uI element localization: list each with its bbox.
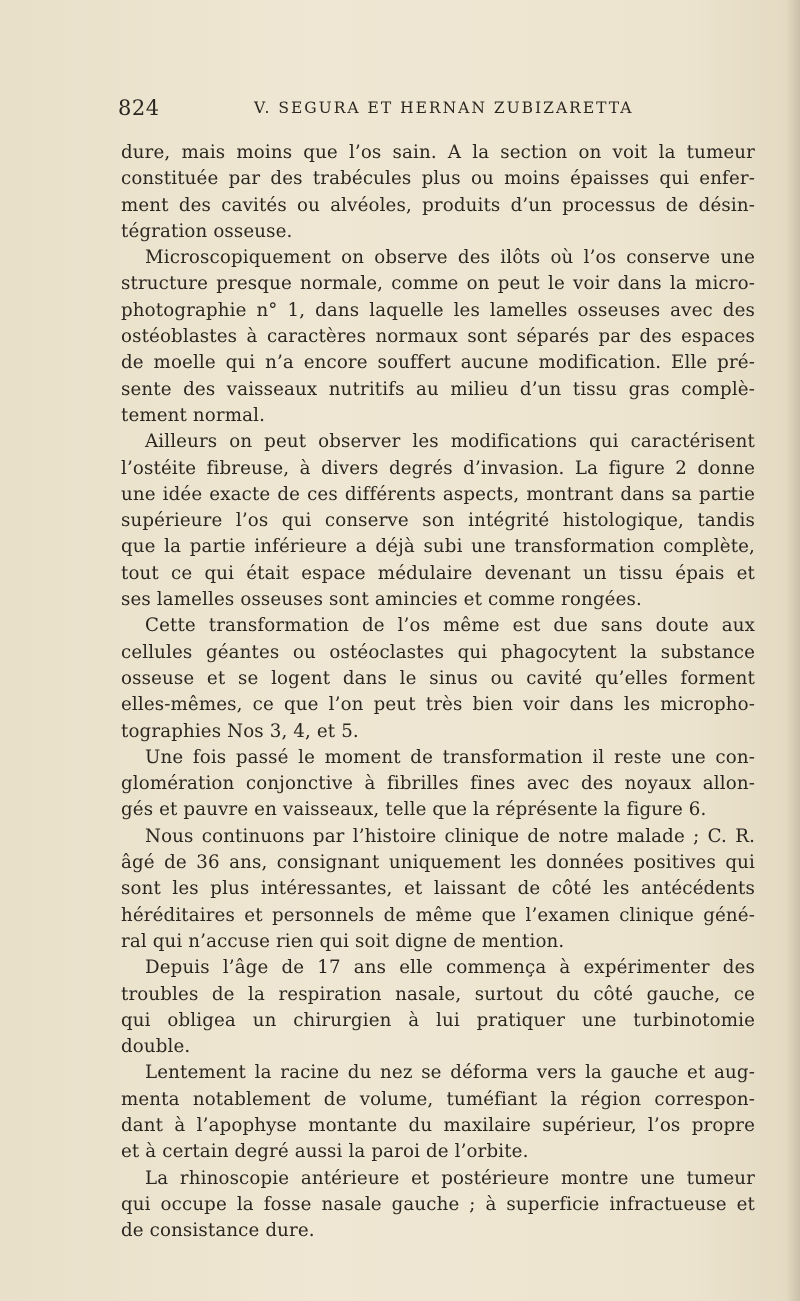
text-line: Depuis l’âge de 17 ans elle commença à expérimenter des bbox=[145, 957, 755, 979]
text-line: héréditaires et personnels de même que l’examen clinique géné- bbox=[121, 904, 755, 926]
text-line: Microscopiquement on observe des ilôts où l’os conserve une bbox=[145, 247, 755, 269]
text-line: Cette transformation de l’os même est due sans doute aux bbox=[145, 615, 755, 637]
text-line: qui obligea un chirurgien à lui pratiquer une turbinotomie bbox=[121, 1009, 755, 1031]
text-line: supérieure l’os qui conserve son intégrité histologique, tandis bbox=[121, 510, 755, 532]
text-line: constituée par des trabécules plus ou moins épaisses qui enfer- bbox=[121, 168, 755, 190]
page-header bbox=[118, 96, 758, 126]
text-line: dant à l’apophyse montante du maxilaire supérieur, l’os propre bbox=[121, 1114, 755, 1136]
text-line: elles-mêmes, ce que l’on peut très bien voir dans les micropho- bbox=[121, 694, 755, 716]
text-line: sont les plus intéressantes, et laissant de côté les antécédents bbox=[121, 878, 755, 900]
text-line: dure, mais moins que l’os sain. A la section on voit la tumeur bbox=[121, 142, 755, 163]
text-line: une idée exacte de ces différents aspects, montrant dans sa partie bbox=[121, 483, 755, 505]
page-number: 824 bbox=[118, 96, 160, 120]
text-line: Ailleurs on peut observer les modifications qui caractérisent bbox=[145, 431, 755, 453]
text-line: menta notablement de volume, tuméfiant la région correspon- bbox=[121, 1088, 755, 1110]
text-line: tographies Nos 3, 4, et 5. bbox=[121, 720, 359, 742]
text-line: photographie n° 1, dans laquelle les lamelles osseuses avec des bbox=[121, 299, 755, 321]
running-head: V. SEGURA ET HERNAN ZUBIZARETTA bbox=[254, 99, 634, 117]
text-line: âgé de 36 ans, consignant uniquement les données positives qui bbox=[121, 852, 755, 874]
body-text bbox=[121, 140, 755, 1244]
text-line: gés et pauvre en vaisseaux, telle que la réprésente la figure 6. bbox=[121, 799, 707, 821]
page-edge-shadow bbox=[786, 0, 800, 1301]
text-line: et à certain degré aussi la paroi de l’orbite. bbox=[121, 1141, 529, 1163]
text-line: Une fois passé le moment de transformation il reste une con- bbox=[145, 746, 755, 768]
text-line: Lentement la racine du nez se déforma vers la gauche et aug- bbox=[145, 1062, 755, 1084]
text-line: troubles de la respiration nasale, surtout du côté gauche, ce bbox=[121, 983, 755, 1005]
text-line: sente des vaisseaux nutritifs au milieu d’un tissu gras complè- bbox=[121, 378, 755, 400]
text-line: tout ce qui était espace médulaire devenant un tissu épais et bbox=[121, 562, 755, 584]
text-line: La rhinoscopie antérieure et postérieure montre une tumeur bbox=[145, 1167, 755, 1189]
text-line: tégration osseuse. bbox=[121, 220, 293, 242]
text-line: l’ostéite fibreuse, à divers degrés d’invasion. La figure 2 donne bbox=[121, 457, 755, 479]
text-line: cellules géantes ou ostéoclastes qui phagocytent la substance bbox=[121, 641, 755, 663]
text-line: ostéoblastes à caractères normaux sont séparés par des espaces bbox=[121, 326, 755, 348]
text-line: glomération conjonctive à fibrilles fines avec des noyaux allon- bbox=[121, 773, 755, 795]
text-line: ses lamelles osseuses sont amincies et comme rongées. bbox=[121, 589, 642, 611]
text-line: tement normal. bbox=[121, 404, 266, 426]
text-line: double. bbox=[121, 1036, 191, 1058]
text-line: structure presque normale, comme on peut le voir dans la micro- bbox=[121, 273, 755, 295]
text-line: Nous continuons par l’histoire clinique de notre malade ; C. R. bbox=[145, 825, 755, 847]
text-line: ral qui n’accuse rien qui soit digne de mention. bbox=[121, 930, 565, 952]
text-line: de moelle qui n’a encore souffert aucune modification. Elle pré- bbox=[121, 352, 755, 374]
text-line: osseuse et se logent dans le sinus ou cavité qu’elles forment bbox=[121, 667, 755, 689]
text-line: de consistance dure. bbox=[121, 1220, 315, 1242]
text-line: qui occupe la fosse nasale gauche ; à superficie infractueuse et bbox=[121, 1193, 755, 1215]
text-line: ment des cavités ou alvéoles, produits d’un processus de désin- bbox=[121, 194, 755, 216]
text-line: que la partie inférieure a déjà subi une transformation complète, bbox=[121, 536, 755, 558]
